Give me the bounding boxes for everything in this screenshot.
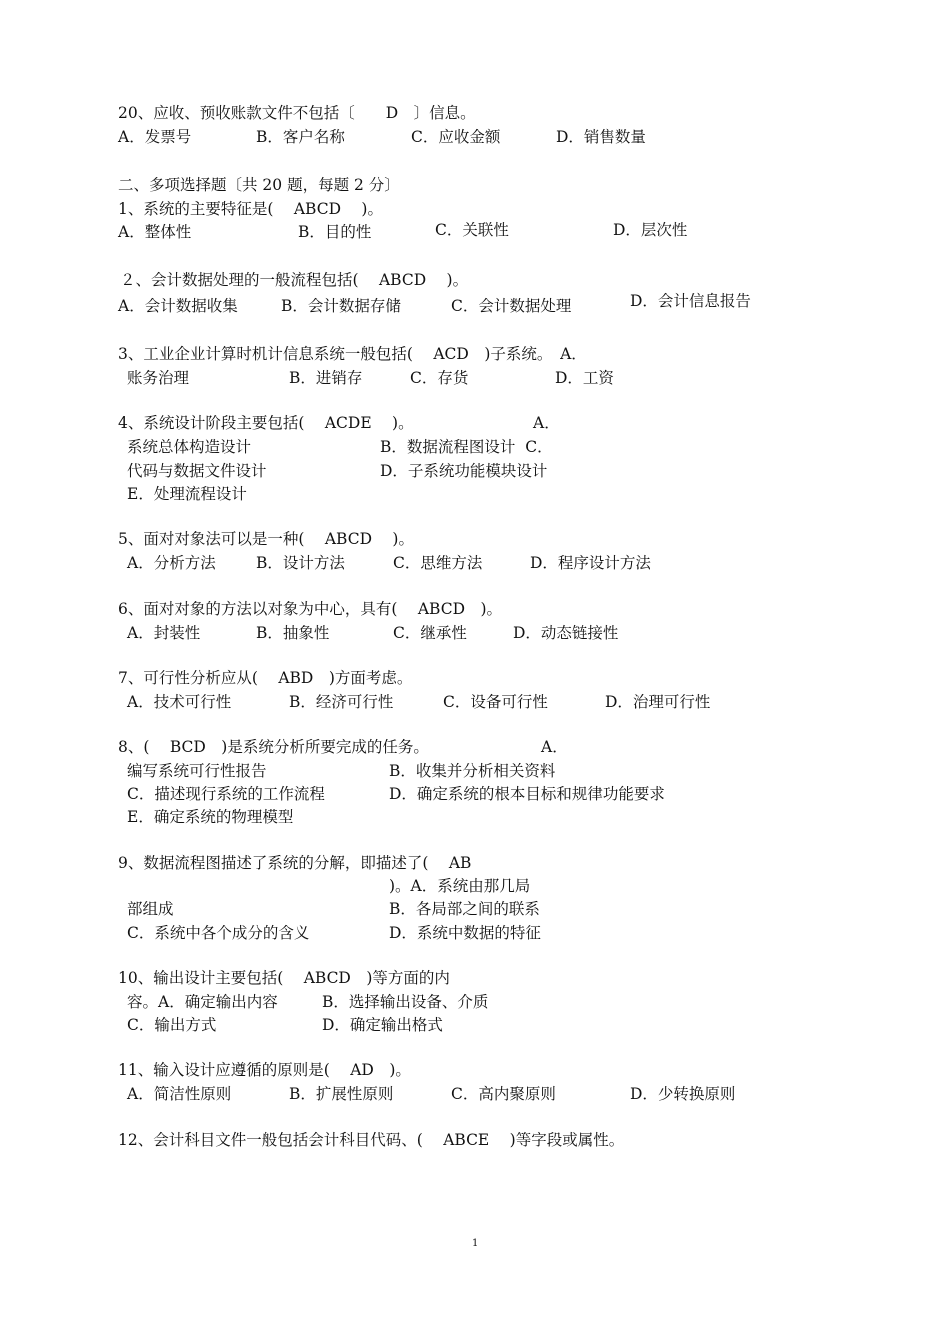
m9-stem: 9、数据流程图描述了系统的分解，即描述了( AB bbox=[118, 854, 472, 872]
m8-option-a-text: 编写系统可行性报告 bbox=[127, 762, 267, 780]
m9-option-a: )。A．系统由那几局 bbox=[389, 877, 531, 895]
m4-stem: 4、系统设计阶段主要包括( ACDE )。 bbox=[118, 414, 414, 432]
m11-stem: 11、输入设计应遵循的原则是( AD )。 bbox=[118, 1061, 411, 1079]
m2-stem: ２、会计数据处理的一般流程包括( ABCD )。 bbox=[120, 271, 469, 289]
m7-stem: 7、可行性分析应从( ABD )方面考虑。 bbox=[118, 669, 413, 687]
m2-option-b: B．会计数据存储 bbox=[281, 297, 401, 315]
m6-option-b: B．抽象性 bbox=[256, 624, 330, 642]
m11-option-b: B．扩展性原则 bbox=[289, 1085, 394, 1103]
m11-option-d: D．少转换原则 bbox=[630, 1085, 736, 1103]
m4-option-a-text: 系统总体构造设计 bbox=[127, 438, 252, 456]
m4-option-c-text: 代码与数据文件设计 bbox=[127, 462, 267, 480]
m5-option-a: A．分析方法 bbox=[127, 554, 216, 572]
m5-option-c: C．思维方法 bbox=[393, 554, 483, 572]
m6-option-c: C．继承性 bbox=[393, 624, 467, 642]
m4-option-a-label: A． bbox=[533, 414, 560, 432]
m9-option-d: D．系统中数据的特征 bbox=[389, 924, 541, 942]
m3-option-b: B．进销存 bbox=[289, 369, 363, 387]
m3-option-a: 账务治理 bbox=[127, 369, 190, 387]
m5-stem: 5、面对对象法可以是一种( ABCD )。 bbox=[118, 530, 414, 548]
q20-option-b: B．客户名称 bbox=[256, 128, 345, 146]
m3-option-c: C．存货 bbox=[410, 369, 469, 387]
m6-stem: 6、面对对象的方法以对象为中心，具有( ABCD )。 bbox=[118, 600, 503, 618]
m4-option-e: E．处理流程设计 bbox=[127, 485, 247, 503]
m8-option-d: D．确定系统的根本目标和规律功能要求 bbox=[389, 785, 665, 803]
page-number: 1 bbox=[472, 1238, 479, 1249]
m9-option-a-cont: 部组成 bbox=[127, 900, 174, 918]
m11-option-c: C．高内聚原则 bbox=[451, 1085, 556, 1103]
m5-option-d: D．程序设计方法 bbox=[530, 554, 651, 572]
section-title: 二、多项选择题〔共 20 题，每题 2 分〕 bbox=[118, 176, 400, 194]
m8-option-c: C．描述现行系统的工作流程 bbox=[127, 785, 325, 803]
m2-option-d: D．会计信息报告 bbox=[630, 292, 751, 310]
m6-option-a: A．封装性 bbox=[127, 624, 201, 642]
m10-option-b: B．选择输出设备、介质 bbox=[322, 993, 489, 1011]
m8-option-e: E．确定系统的物理模型 bbox=[127, 808, 294, 826]
m6-option-d: D．动态链接性 bbox=[513, 624, 619, 642]
q20-option-d: D．销售数量 bbox=[556, 128, 646, 146]
m10-option-a: 容。A．确定输出内容 bbox=[127, 993, 278, 1011]
m8-stem: 8、( BCD )是系统分析所要完成的任务。 bbox=[118, 738, 429, 756]
m3-stem: 3、工业企业计算时机计信息系统一般包括( ACD )子系统。 A． bbox=[118, 345, 587, 363]
q20-option-a: A．发票号 bbox=[118, 128, 192, 146]
m7-option-b: B．经济可行性 bbox=[289, 693, 394, 711]
m4-option-b: B．数据流程图设计 C． bbox=[380, 438, 553, 456]
m7-option-c: C．设备可行性 bbox=[443, 693, 548, 711]
m12-stem: 12、会计科目文件一般包括会计科目代码、( ABCE )等字段或属性。 bbox=[118, 1131, 625, 1149]
q20-stem: 20、应收、预收账款文件不包括〔 D 〕信息。 bbox=[118, 104, 476, 122]
m1-option-c: C．关联性 bbox=[435, 221, 509, 239]
m10-option-d: D．确定输出格式 bbox=[322, 1016, 443, 1034]
m5-option-b: B．设计方法 bbox=[256, 554, 345, 572]
m2-option-a: A．会计数据收集 bbox=[118, 297, 238, 315]
m9-option-c: C．系统中各个成分的含义 bbox=[127, 924, 310, 942]
m1-option-b: B．目的性 bbox=[298, 223, 372, 241]
m1-option-d: D．层次性 bbox=[613, 221, 688, 239]
m9-option-b: B．各局部之间的联系 bbox=[389, 900, 540, 918]
m1-stem: 1、系统的主要特征是( ABCD )。 bbox=[118, 200, 383, 218]
m3-option-d: D．工资 bbox=[555, 369, 614, 387]
m4-option-d: D．子系统功能模块设计 bbox=[380, 462, 548, 480]
m10-option-c: C．输出方式 bbox=[127, 1016, 217, 1034]
m10-stem: 10、输出设计主要包括( ABCD )等方面的内 bbox=[118, 969, 450, 987]
m11-option-a: A．简洁性原则 bbox=[127, 1085, 232, 1103]
q20-option-c: C．应收金额 bbox=[411, 128, 501, 146]
m8-option-b: B．收集并分析相关资料 bbox=[389, 762, 556, 780]
m2-option-c: C．会计数据处理 bbox=[451, 297, 572, 315]
m7-option-d: D．治理可行性 bbox=[605, 693, 711, 711]
m1-option-a: A．整体性 bbox=[118, 223, 192, 241]
m8-option-a-label: A． bbox=[541, 738, 568, 756]
m7-option-a: A．技术可行性 bbox=[127, 693, 232, 711]
